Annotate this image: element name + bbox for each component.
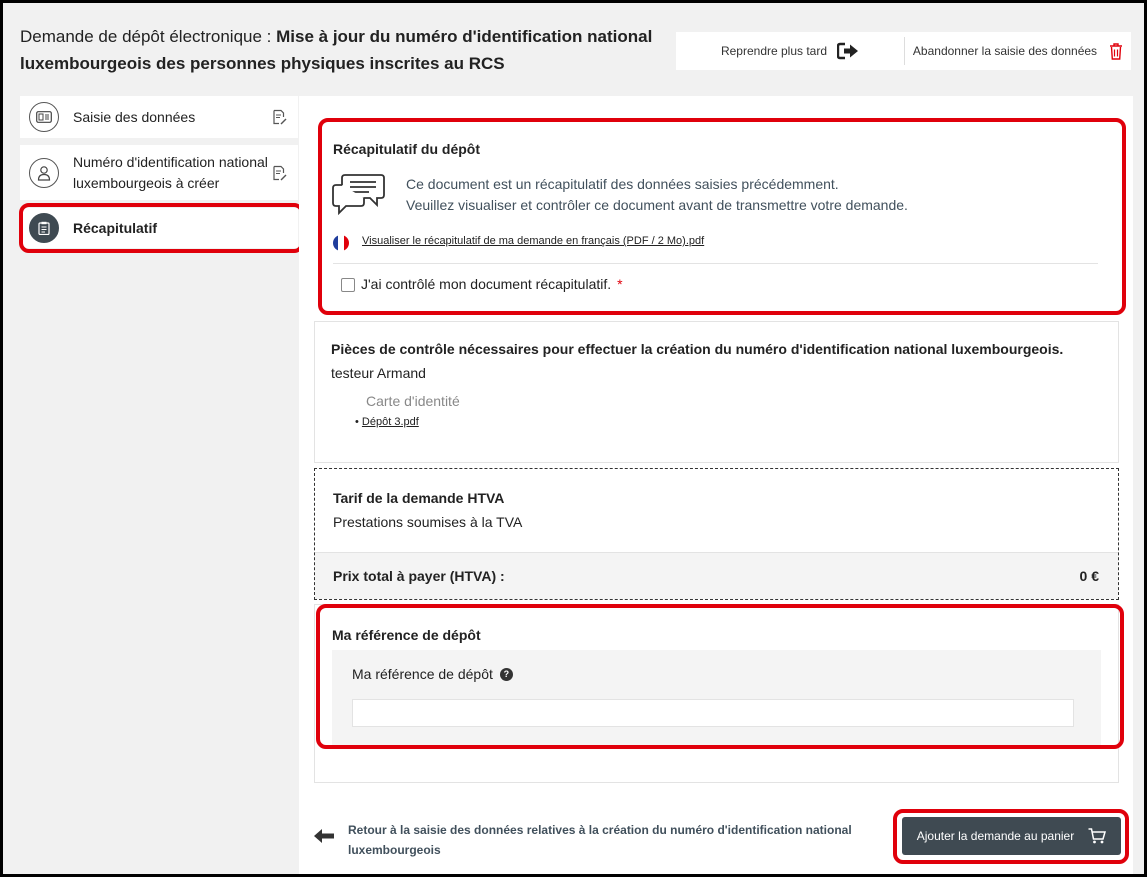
- recap-checkbox-label: [361, 276, 623, 292]
- tarif-title: Tarif de la demande HTVA: [333, 490, 505, 506]
- pieces-file-link[interactable]: Dépôt 3.pdf: [361, 416, 419, 428]
- abandon-button[interactable]: [905, 42, 1131, 60]
- divider: [333, 263, 1098, 264]
- sidebar-item-saisie[interactable]: [20, 96, 298, 138]
- resume-later-label: Reprendre plus tard: [720, 44, 828, 58]
- sidebar-item-label: Saisie des données: [73, 108, 196, 125]
- user-icon: [29, 158, 59, 188]
- recap-pdf-link[interactable]: Visualiser le récapitulatif de ma demande en français (PDF / 2 Mo).pdf: [362, 235, 705, 247]
- reference-input[interactable]: [352, 699, 1074, 727]
- chat-bubble-icon: [331, 171, 387, 215]
- french-flag-icon: [333, 235, 349, 251]
- form-icon: [29, 102, 59, 132]
- recap-message-line2: Veuillez visualiser et contrôler ce document avant de transmettre votre demande.: [406, 197, 908, 213]
- tarif-section: [314, 468, 1119, 600]
- pieces-section: [314, 321, 1119, 463]
- add-to-cart-label: Ajouter la demande au panier: [916, 829, 1075, 843]
- pieces-doc-type: Carte d'identité: [366, 393, 460, 409]
- tarif-total-value: 0 €: [1079, 568, 1099, 584]
- page-title-prefix: Demande de dépôt électronique :: [20, 27, 277, 46]
- add-to-cart-button[interactable]: [902, 817, 1121, 855]
- edit-icon[interactable]: [271, 109, 287, 125]
- sidebar-item-label: Récapitulatif: [73, 219, 158, 236]
- page-title-main: Mise à jour du numéro d'identification national luxembourgeois des personnes physiques inscrites au RCS: [20, 27, 653, 73]
- sign-out-icon: [837, 42, 859, 60]
- arrow-left-icon: [314, 829, 334, 843]
- sidebar-item-label: Numéro d'identification national luxembourgeois à créer: [73, 153, 268, 191]
- pieces-title: Pièces de contrôle nécessaires pour effectuer la création du numéro d'identification national luxembourgeois.: [331, 341, 1064, 357]
- trash-icon: [1109, 42, 1123, 60]
- checkbox-text: J'ai contrôlé mon document récapitulatif.: [361, 276, 612, 292]
- recap-title: Récapitulatif du dépôt: [333, 141, 480, 157]
- page-title: [20, 23, 660, 77]
- reference-panel: [332, 650, 1101, 745]
- sidebar-item-recapitulatif[interactable]: [20, 208, 298, 248]
- reference-section: [314, 604, 1119, 783]
- reference-field-label: [352, 666, 513, 682]
- pieces-file-item: • Dépôt 3.pdf: [355, 416, 419, 428]
- main-content: [299, 96, 1133, 874]
- reference-title: Ma référence de dépôt: [332, 627, 481, 643]
- required-marker: *: [617, 276, 623, 292]
- recap-checked-checkbox[interactable]: [341, 278, 355, 292]
- help-icon[interactable]: ?: [500, 668, 513, 681]
- back-label: Retour à la saisie des données relatives à la création du numéro d'identification national luxembourgeois: [348, 823, 852, 857]
- back-link[interactable]: [314, 820, 868, 860]
- recap-section: [314, 121, 1117, 309]
- cart-icon: [1088, 828, 1106, 844]
- resume-later-button[interactable]: [676, 42, 904, 60]
- reference-label-text: Ma référence de dépôt: [352, 666, 493, 682]
- header-actions: [676, 32, 1131, 70]
- abandon-label: Abandonner la saisie des données: [912, 44, 1098, 58]
- tarif-subtitle: Prestations soumises à la TVA: [333, 514, 523, 530]
- tarif-total-label: Prix total à payer (HTVA) :: [333, 568, 505, 584]
- tarif-total-row: [315, 552, 1118, 599]
- sidebar-item-numero[interactable]: [20, 145, 298, 200]
- edit-icon[interactable]: [271, 165, 287, 181]
- recap-message-line1: Ce document est un récapitulatif des données saisies précédemment.: [406, 176, 839, 192]
- pieces-person: testeur Armand: [331, 365, 426, 381]
- clipboard-icon: [29, 213, 59, 243]
